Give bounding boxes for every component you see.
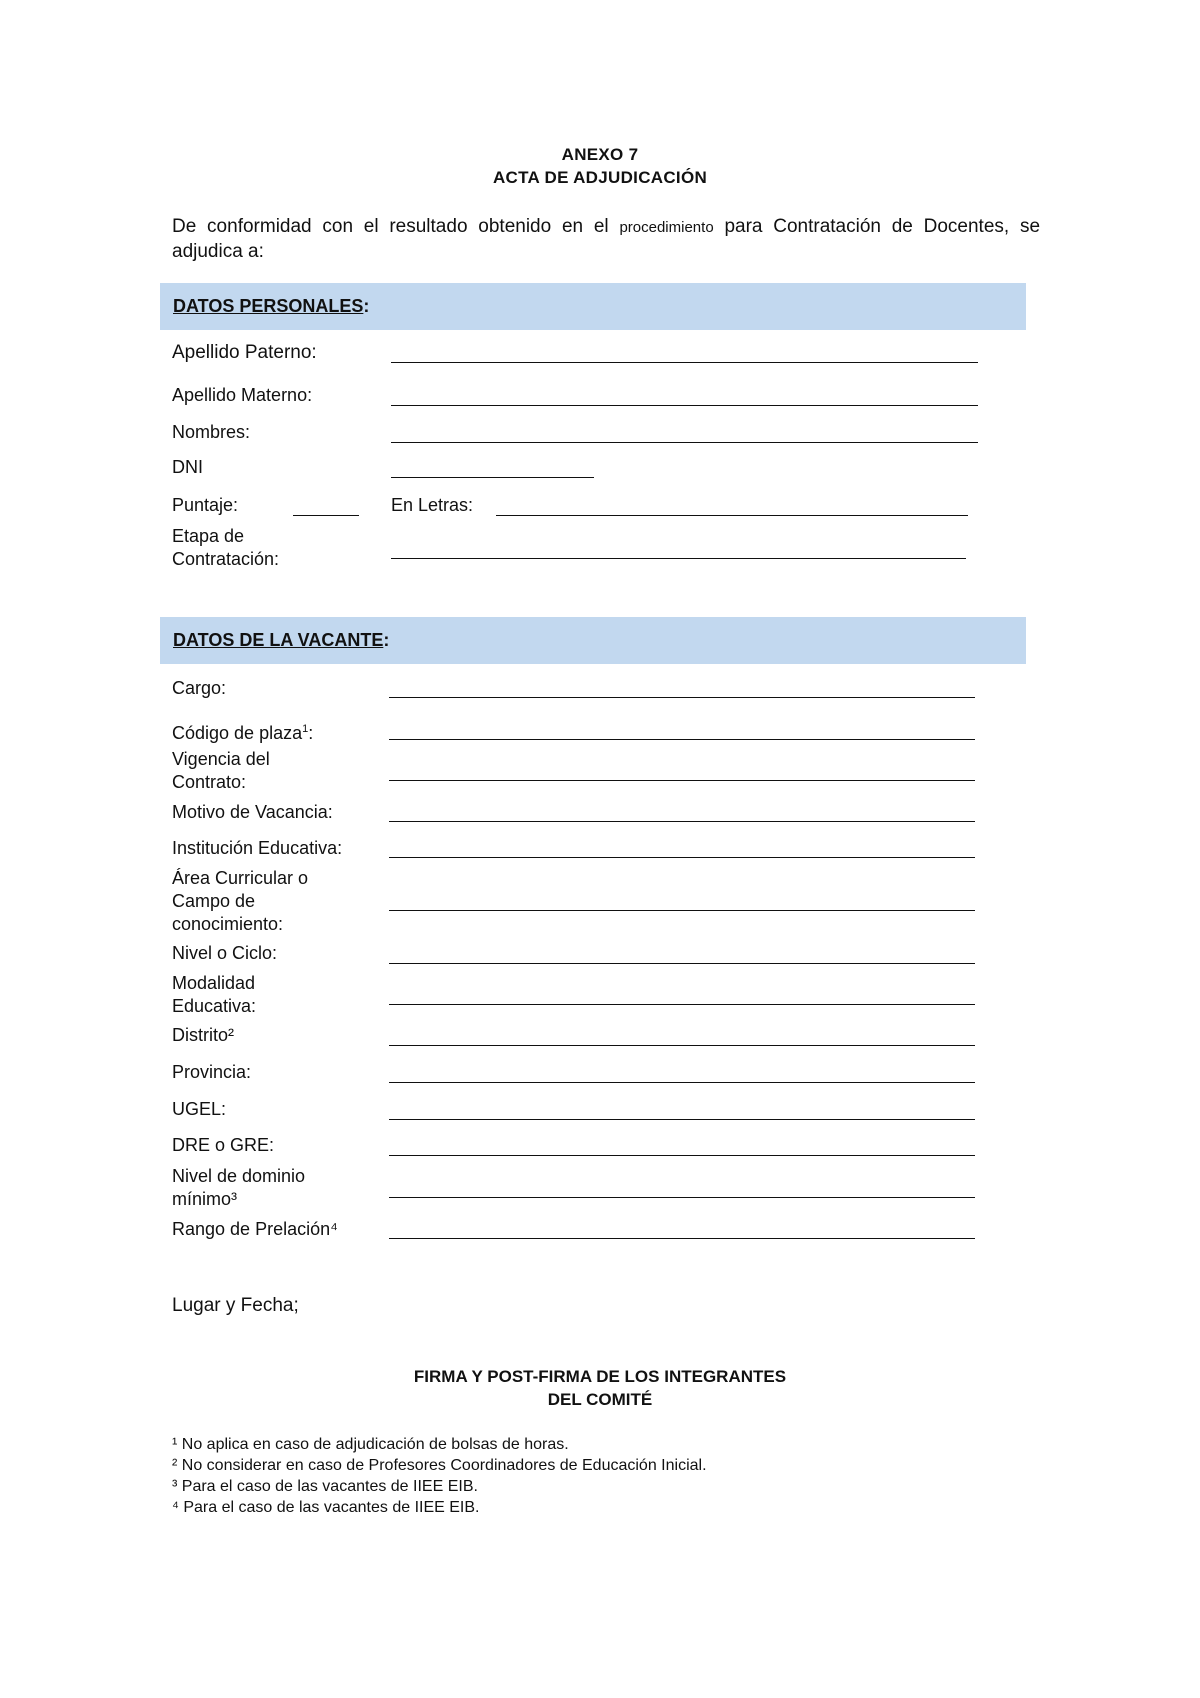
- field-motivo[interactable]: [389, 821, 975, 822]
- label-area-2: Campo de: [172, 891, 256, 911]
- field-puntaje[interactable]: [293, 515, 359, 516]
- label-ugel: UGEL:: [172, 1099, 227, 1119]
- label-apellido-paterno: Apellido Paterno:: [172, 342, 317, 363]
- firma-line-2: DEL COMITÉ: [547, 1390, 653, 1409]
- field-dre[interactable]: [389, 1155, 975, 1156]
- section-header-vacante: [160, 617, 1026, 664]
- field-modalidad[interactable]: [389, 1004, 975, 1005]
- section-title-personal: DATOS PERSONALES: [173, 296, 364, 316]
- label-institucion: Institución Educativa:: [172, 838, 343, 858]
- section-colon: :: [383, 630, 390, 650]
- footnote-3: ³ Para el caso de las vacantes de IIEE EIB.: [172, 1478, 478, 1495]
- codigo-colon: :: [308, 723, 314, 743]
- label-apellido-materno: Apellido Materno:: [172, 385, 313, 405]
- field-ugel[interactable]: [389, 1119, 975, 1120]
- field-en-letras[interactable]: [496, 515, 968, 516]
- intro-text-small: procedimiento: [619, 219, 714, 236]
- field-cargo[interactable]: [389, 697, 975, 698]
- footnote-1: ¹ No aplica en caso de adjudicación de bolsas de horas.: [172, 1436, 569, 1453]
- label-dni: DNI: [172, 457, 203, 477]
- label-dre: DRE o GRE:: [172, 1135, 275, 1155]
- intro-text-1: De conformidad con el resultado obtenido en el: [172, 216, 609, 237]
- field-area[interactable]: [389, 910, 975, 911]
- lugar-fecha: Lugar y Fecha;: [172, 1295, 299, 1316]
- field-nombres[interactable]: [391, 442, 978, 443]
- field-codigo-plaza[interactable]: [389, 739, 975, 740]
- section-header-personal: [160, 283, 1026, 330]
- label-codigo-plaza: [172, 718, 313, 745]
- label-vigencia-1: Vigencia del: [172, 749, 270, 769]
- field-etapa[interactable]: [391, 558, 966, 559]
- field-provincia[interactable]: [389, 1082, 975, 1083]
- field-dominio[interactable]: [389, 1197, 975, 1198]
- label-distrito: Distrito²: [172, 1025, 234, 1045]
- section-colon: :: [363, 296, 370, 316]
- label-puntaje: Puntaje:: [172, 495, 239, 515]
- label-etapa-2: Contratación:: [172, 549, 280, 569]
- label-nombres: Nombres:: [172, 422, 251, 442]
- field-apellido-paterno[interactable]: [391, 362, 978, 363]
- footnote-4: ⁴ Para el caso de las vacantes de IIEE EIB.: [172, 1499, 480, 1516]
- label-provincia: Provincia:: [172, 1062, 252, 1082]
- label-vigencia-2: Contrato:: [172, 772, 247, 792]
- field-apellido-materno[interactable]: [391, 405, 978, 406]
- label-area-1: Área Curricular o: [172, 868, 309, 888]
- field-rango[interactable]: [389, 1238, 975, 1239]
- label-cargo: Cargo:: [172, 678, 227, 698]
- field-institucion[interactable]: [389, 857, 975, 858]
- footnote-2: ² No considerar en caso de Profesores Coordinadores de Educación Inicial.: [172, 1457, 707, 1474]
- field-vigencia[interactable]: [389, 780, 975, 781]
- intro-paragraph: [172, 215, 1040, 264]
- label-dominio-1: Nivel de dominio: [172, 1166, 306, 1186]
- field-distrito[interactable]: [389, 1045, 975, 1046]
- label-dominio-2: mínimo³: [172, 1189, 238, 1209]
- intro-text-2: para Contratación de Docentes, se adjudica a:: [172, 216, 1041, 262]
- label-modalidad-2: Educativa:: [172, 996, 257, 1016]
- label-motivo: Motivo de Vacancia:: [172, 802, 333, 822]
- section-title-vacante: DATOS DE LA VACANTE: [173, 630, 384, 650]
- field-nivel[interactable]: [389, 963, 975, 964]
- document-title: ACTA DE ADJUDICACIÓN: [492, 168, 708, 187]
- label-nivel: Nivel o Ciclo:: [172, 943, 278, 963]
- label-rango: Rango de Prelación⁴: [172, 1219, 338, 1239]
- annex-number: ANEXO 7: [561, 145, 639, 164]
- label-etapa-1: Etapa de: [172, 526, 245, 546]
- codigo-footnote-ref: 1: [302, 723, 309, 735]
- field-dni[interactable]: [391, 477, 594, 478]
- label-area-3: conocimiento:: [172, 914, 284, 934]
- label-modalidad-1: Modalidad: [172, 973, 256, 993]
- label-en-letras: En Letras:: [391, 495, 474, 515]
- codigo-text: Código de plaza: [172, 723, 303, 743]
- firma-line-1: FIRMA Y POST-FIRMA DE LOS INTEGRANTES: [413, 1367, 787, 1386]
